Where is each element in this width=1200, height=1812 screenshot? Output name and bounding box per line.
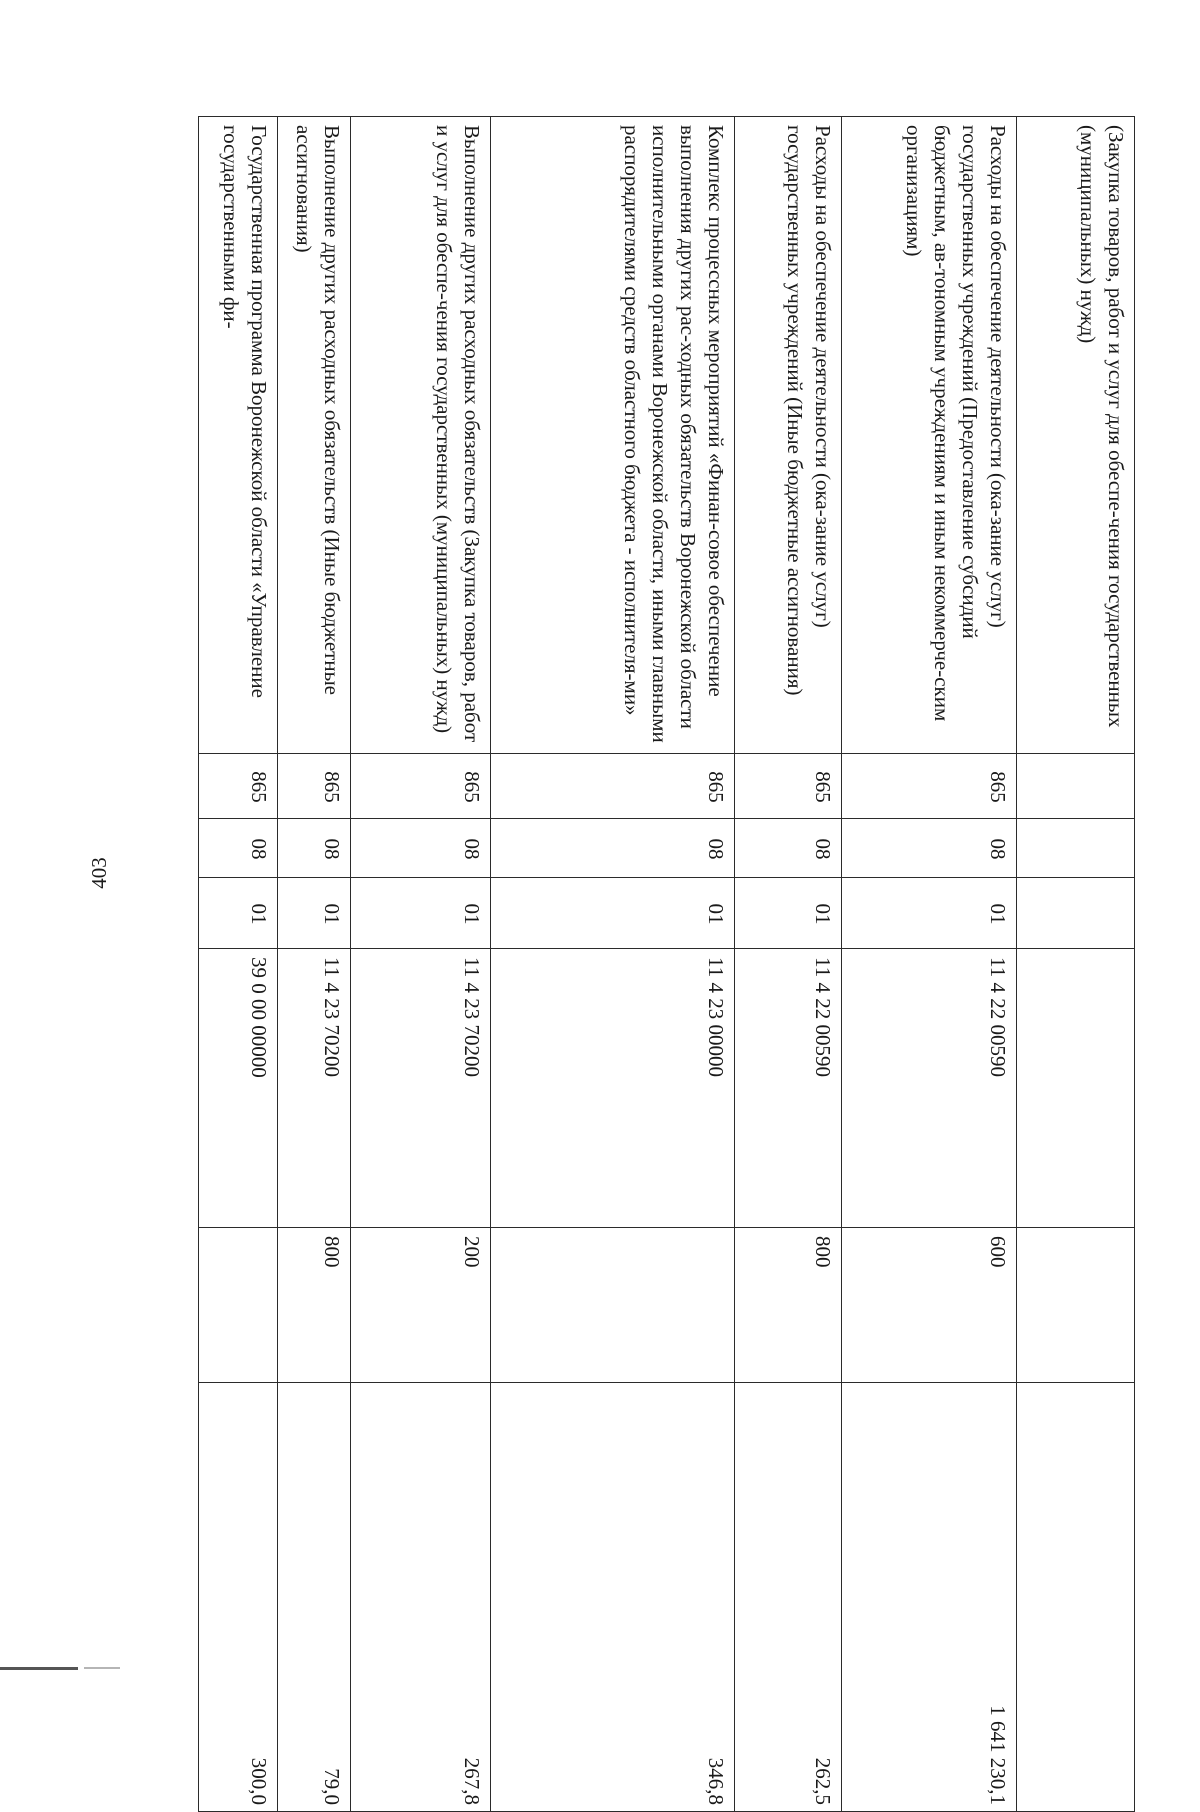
row-target-article-cell: 11 4 22 00590 — [734, 949, 841, 1228]
row-name-cell: Расходы на обеспечение деятельности (ока-зание услуг) государственных учреждений (Иные бюджетные ассигнования) — [734, 117, 841, 754]
row-admin-code-cell — [1016, 754, 1134, 819]
row-section-cell: 08 — [490, 819, 734, 878]
row-section-cell — [1016, 819, 1134, 878]
row-target-article-cell: 11 4 23 00000 — [490, 949, 734, 1228]
row-subsection-cell: 01 — [199, 878, 278, 949]
row-admin-code-cell: 865 — [490, 754, 734, 819]
row-name-cell: Комплекс процессных мероприятий «Финан-совое обеспечение выполнения других рас-ходных обязательств Воронежской области исполнительными органами Воронежской области, иными главными распорядителями средств областного бюджета - исполнителя-ми» — [490, 117, 734, 754]
scan-edge-mark — [84, 1667, 120, 1669]
row-subsection-cell: 01 — [277, 878, 350, 949]
row-target-article-cell: 39 0 00 00000 — [199, 949, 278, 1228]
row-admin-code-cell: 865 — [351, 754, 491, 819]
row-admin-code-cell: 865 — [841, 754, 1016, 819]
row-target-article-cell — [1016, 949, 1134, 1228]
row-admin-code-cell: 865 — [277, 754, 350, 819]
table-row — [734, 117, 841, 1812]
row-name-cell: Расходы на обеспечение деятельности (ока-зание услуг) государственных учреждений (Предоставление субсидий бюджетным, ав-тономным учреждениям и иным некоммерче-ским организациям) — [841, 117, 1016, 754]
row-section-cell: 08 — [734, 819, 841, 878]
row-expense-type-cell — [1016, 1228, 1134, 1383]
row-sum-cell: 300,0 — [199, 1383, 278, 1812]
row-name-cell: Выполнение других расходных обязательств (Закупка товаров, работ и услуг для обеспе-чения государственных (муниципальных) нужд) — [351, 117, 491, 754]
budget-table — [198, 116, 1135, 1812]
table-row — [841, 117, 1016, 1812]
row-expense-type-cell: 600 — [841, 1228, 1016, 1383]
row-sum-cell: 1 641 230,1 — [841, 1383, 1016, 1812]
row-section-cell: 08 — [841, 819, 1016, 878]
row-name-cell: (Закупка товаров, работ и услуг для обеспе-чения государственных (муниципальных) нужд) — [1016, 117, 1134, 754]
row-sum-cell: 262,5 — [734, 1383, 841, 1812]
row-expense-type-cell — [199, 1228, 278, 1383]
row-sum-cell — [1016, 1383, 1134, 1812]
row-admin-code-cell: 865 — [199, 754, 278, 819]
row-section-cell: 08 — [351, 819, 491, 878]
row-expense-type-cell — [490, 1228, 734, 1383]
row-sum-cell: 79,0 — [277, 1383, 350, 1812]
table-row — [277, 117, 350, 1812]
page-number: 403 — [87, 857, 111, 889]
row-section-cell: 08 — [199, 819, 278, 878]
row-name-cell: Выполнение других расходных обязательств (Иные бюджетные ассигнования) — [277, 117, 350, 754]
rotated-table-container — [198, 116, 1135, 1805]
row-subsection-cell — [1016, 878, 1134, 949]
row-sum-cell: 346,8 — [490, 1383, 734, 1812]
table-row — [199, 117, 278, 1812]
row-admin-code-cell: 865 — [734, 754, 841, 819]
table-row — [351, 117, 491, 1812]
table-row — [490, 117, 734, 1812]
row-sum-cell: 267,8 — [351, 1383, 491, 1812]
row-subsection-cell: 01 — [490, 878, 734, 949]
row-expense-type-cell: 800 — [734, 1228, 841, 1383]
row-target-article-cell: 11 4 22 00590 — [841, 949, 1016, 1228]
row-target-article-cell: 11 4 23 70200 — [277, 949, 350, 1228]
row-expense-type-cell: 200 — [351, 1228, 491, 1383]
scan-edge-mark — [0, 1667, 78, 1670]
table-row — [1016, 117, 1134, 1812]
row-target-article-cell: 11 4 23 70200 — [351, 949, 491, 1228]
row-subsection-cell: 01 — [734, 878, 841, 949]
row-subsection-cell: 01 — [351, 878, 491, 949]
row-subsection-cell: 01 — [841, 878, 1016, 949]
row-name-cell: Государственная программа Воронежской области «Управление государственными фи- — [199, 117, 278, 754]
row-section-cell: 08 — [277, 819, 350, 878]
row-expense-type-cell: 800 — [277, 1228, 350, 1383]
